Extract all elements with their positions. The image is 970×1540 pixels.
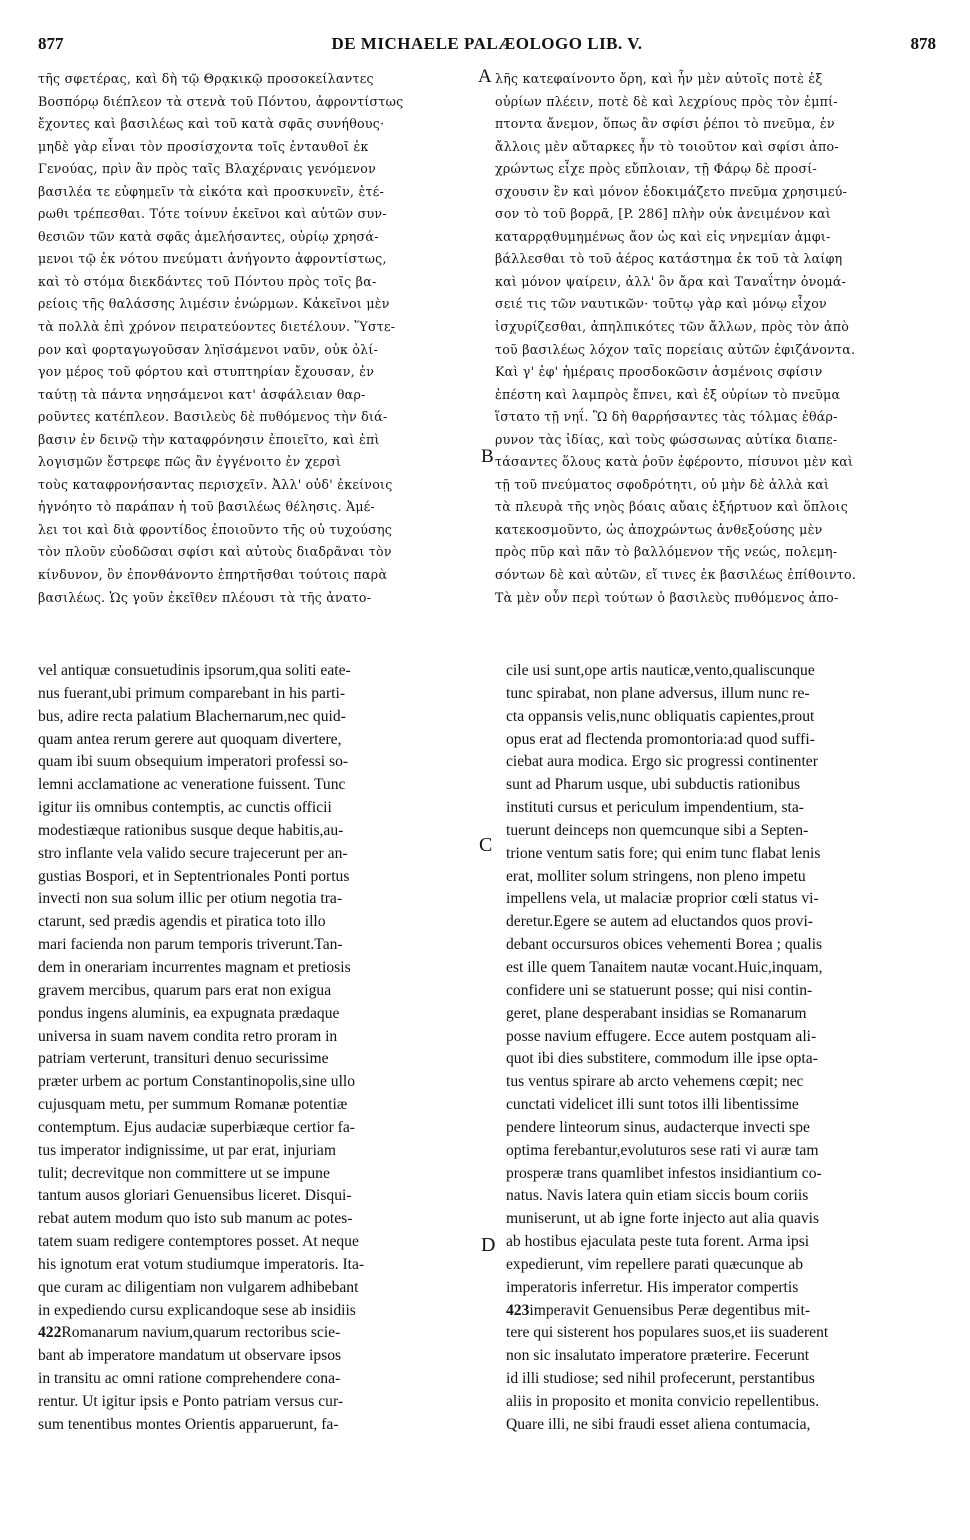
text-line: τὰ πλευρὰ τῆς νηὸς βόαις αὔαις ἐξήρτυον καὶ ὅπλοις — [495, 499, 848, 515]
text-line: geret, plane desperabant insidias se Romanarum — [506, 1004, 807, 1022]
text-line-content: Romanarum navium,quarum rectoribus scie- — [61, 1324, 341, 1342]
text-line: ἠγνόητο τὸ παράπαν ἡ τοῦ βασιλέως θέλησις. Ἀμέ- — [38, 499, 376, 515]
text-line — [38, 1322, 483, 1345]
text-line: καὶ μόνον ψαίρειν, ἀλλ' ὃν ἄρα καὶ Ταναΐτην ὀνομά- — [495, 273, 847, 289]
text-line-content: imperavit Genuensibus Peræ degentibus mit- — [529, 1301, 811, 1319]
section-marker-a: A — [478, 66, 492, 87]
text-line: ἔχοντες καὶ βασιλέως καὶ τοῦ κατὰ σφᾶς συνήθους· — [38, 116, 385, 132]
text-line: κίνδυνον, ὃν ἐπονθάνοντο ἐπηρτῆσθαι τούτοις παρὰ — [38, 567, 388, 583]
text-line: λει τοι καὶ διὰ φροντίδος ἐποιοῦντο τῆς οὐ τυχούσης — [38, 521, 393, 537]
greek-text-right-column — [495, 68, 940, 609]
text-line: muniserunt, ut ab igne forte injecto aut alia quavis — [506, 1210, 820, 1228]
text-line: quam ibi suum obsequium imperatori professi so- — [38, 753, 349, 771]
text-line: Καὶ γ' ἐφ' ἡμέραις προσδοκῶσιν ἀσμένοις σφίσιν — [495, 364, 823, 380]
text-line: ρείοις τῆς θαλάσσης λιμέσιν ἐνώρμων. Κἀκεῖνοι μὲν — [38, 296, 390, 312]
text-line: ρυνον τὰς ἰδίας, καὶ τοὺς φώσσωνας αὐτίκα διαπε- — [495, 431, 838, 447]
text-line: tere qui sisterent hos populares suos,et iis suaderent — [506, 1324, 829, 1342]
text-line: Quare illi, ne sibi fraudi esset aliena contumacia, — [506, 1415, 811, 1433]
text-line: rentur. Ut igitur ipsis e Ponto patriam versus cur- — [38, 1393, 344, 1410]
text-line: ἵστατο τῇ νηΐ. Ὣ δὴ θαρρήσαντες τὰς τόλμας ἐθάρ- — [495, 409, 838, 425]
text-line: sunt ad Pharum usque, ubi subductis rationibus — [506, 776, 801, 794]
text-line: lemni acclamatione ac veneratione fuissent. Tunc — [38, 776, 346, 794]
section-marker-d: D — [481, 1234, 496, 1256]
page-reference-number: 423 — [506, 1301, 530, 1319]
text-line: ἄλλοις μὲν αὔταρκες ἦν τὸ τοιοῦτον καὶ σφίσι ἀπο- — [495, 138, 839, 154]
text-line: natus. Navis latera quin etiam siccis boum coriis — [506, 1187, 809, 1205]
text-line: id illi studiose; sed nihil profecerunt, perstantibus — [506, 1370, 815, 1388]
text-line: πρὸς πῦρ καὶ πᾶν τὸ βαλλόμενον τῆς νεώς, πολεμη- — [495, 544, 838, 560]
text-line: ρωθι τρέπεσθαι. Τότε τοίνυν ἐκεῖνοι καὶ αὐτῶν συν- — [38, 206, 387, 222]
text-line: erat, molliter solum stringens, non pleno impetu — [506, 867, 806, 885]
latin-text-right-column — [506, 660, 940, 1437]
text-line: λῆς κατεφαίνοντο ὄρη, καὶ ἦν μὲν αὐτοῖς ποτὲ ἐξ — [495, 71, 823, 86]
text-line: expedierunt, vim repellere parati quæcunque ab — [506, 1255, 804, 1273]
text-line: χρώντως εἶχε πρὸς εὔπλοιαν, τῇ Φάρῳ δὲ προσί- — [495, 161, 817, 177]
text-line: præter urbem ac portum Constantinopolis,sine ullo — [38, 1073, 356, 1091]
text-line: λογισμῶν ἔστρεφε πῶς ἂν ἐγγένοιτο ἐν χερσὶ — [38, 454, 342, 470]
text-line: tulit; decrevitque non committere ut se impune — [38, 1164, 330, 1182]
text-line: βασιλέως. Ὡς γοῦν ἐκεῖθεν πλέουσι τὰ τῆς ἀνατο- — [38, 589, 372, 605]
text-line: σχουσιν ἓν καὶ μόνον ἐδοκιμάζετο πνεῦμα χρησιμεύ- — [495, 183, 848, 199]
text-line: τάσαντες ὅλους κατὰ ῥοῦν ἐφέροντο, πίσυνοι μὲν καὶ — [495, 454, 854, 470]
text-line: ctarunt, sed prædis agendis et piratica toto illo — [38, 913, 326, 931]
section-marker-b: B — [481, 446, 494, 467]
text-line: deretur.Egere se autem ad eluctandos quos provi- — [506, 913, 814, 931]
text-line: σειέ τις τῶν ναυτικῶν· τοῦτῳ γὰρ καὶ μόνῳ εἶχον — [495, 296, 827, 312]
text-line: gustias Bospori, et in Septentrionales Ponti portus — [38, 867, 350, 885]
text-line: vel antiquæ consuetudinis ipsorum,qua soliti eate- — [38, 662, 351, 679]
text-line: nus fuerant,ubi primum comparebant in his parti- — [38, 684, 346, 702]
text-line: σον τὸ τοῦ βορρᾶ, [P. 286] πλὴν οὐκ ἀνειμένον καὶ — [495, 206, 831, 222]
text-line: βάλλεσθαι τὸ τοῦ ἀέρος κατάστημα ἐκ τοῦ τὰ λαίφη — [495, 251, 843, 267]
text-line: θεσιῶν τῶν κατὰ σφᾶς ἀμελήσαντες, οὐρίῳ χρησά- — [38, 228, 379, 244]
page-reference-number: 422 — [38, 1324, 62, 1342]
text-line: impellens vela, ut malaciæ proprior cœli status vi- — [506, 890, 819, 908]
page-number-left: 877 — [38, 34, 64, 53]
text-line: Βοσπόρῳ διέπλεον τὰ στενὰ τοῦ Πόντου, ἀφροντίστως — [38, 93, 404, 109]
text-line: igitur iis omnibus contemptis, ac cunctis officii — [38, 799, 332, 817]
text-line: καὶ τὸ στόμα διεκδάντες τοῦ Πόντου πρὸς τοῖς βα- — [38, 273, 377, 289]
text-line: trione ventum satis fore; qui enim tunc flabat lenis — [506, 844, 821, 862]
text-line: Τὰ μὲν οὖν περὶ τούτων ὁ βασιλεὺς πυθόμενος ἀπο- — [495, 589, 839, 605]
text-line: γον μέρος τοῦ φόρτου καὶ στυπτηρίαν ἔχουσαν, ἐν — [38, 364, 375, 380]
text-line: ροῦντες κατέπλεον. Βασιλεὺς δὲ πυθόμενος τὴν διά- — [38, 409, 388, 425]
text-line: instituti cursus et periculum impendentium, sta- — [506, 799, 804, 817]
text-line: optima ferebantur,evoluturos sese rati vi auræ tam — [506, 1141, 819, 1159]
text-line: in transitu ac omni ratione comprehendere cona- — [38, 1370, 341, 1388]
text-line: ab hostibus ejaculata peste tuta forent. Arma ipsi — [506, 1233, 810, 1251]
text-line: sum tenentibus montes Orientis apparuerunt, fa- — [38, 1415, 339, 1433]
text-line: bant ab imperatore mandatum ut observare ipsos — [38, 1347, 342, 1365]
text-line: cta oppansis velis,nunc obliquatis capientes,prout — [506, 707, 815, 725]
text-line: μηδὲ γὰρ εἶναι τὸν προσίσχοντα τοῖς ἐνταυθοῖ ἐκ — [38, 138, 369, 154]
text-line: contemptum. Ejus audaciæ superbiæque certior fa- — [38, 1118, 355, 1136]
text-line: tuerunt deinceps non quemcunque sibi a Septen- — [506, 821, 809, 839]
text-line: cile usi sunt,ope artis nauticæ,vento,qualiscunque — [506, 662, 815, 679]
text-line: τοὺς καταφρονήσαντας περισχεῖν. Ἀλλ' οὐδ' ἐκείνοις — [38, 476, 393, 492]
text-line: dem in onerariam incurrentes magnam et pretiosis — [38, 958, 351, 976]
text-line: aliis in proposito et monita convicio repellentibus. — [506, 1393, 820, 1410]
text-line: τῆς σφετέρας, καὶ δὴ τῷ Θρᾳκικῷ προσοκείλαντες — [38, 71, 374, 86]
text-line: est ille quem Tanaitem nautæ vocant.Huic,inquam, — [506, 958, 823, 976]
text-line: Γενούας, πρὶν ἂν πρὸς ταῖς Βλαχέρναις γενόμενον — [38, 161, 377, 177]
text-line: stro inflante vela valido secure trajecerunt per an- — [38, 844, 348, 862]
text-line: ταύτῃ τὰ πάντα νηησάμενοι κατ' ἀσφάλειαν θαρ- — [38, 386, 366, 402]
text-line: invecti non sua solum illic per otium negotia tra- — [38, 890, 343, 908]
text-line: patriam verterunt, transituri denuo securissime — [38, 1050, 329, 1068]
text-line: in expediendo cursu explicandoque sese ab insidiis — [38, 1301, 356, 1319]
text-line: τοῦ βασιλέως λόχον ταῖς πορείαις αὐτῶν ἐφιζάνοντα. — [495, 341, 856, 357]
text-line: tus ventus spirare ab arcto vehemens cœpit; nec — [506, 1073, 804, 1091]
text-line: tus imperator indignissime, ut par erat, injuriam — [38, 1141, 336, 1159]
text-line: cujusquam metu, per summum Romanæ potentiæ — [38, 1096, 348, 1114]
text-line: prosperæ trans quamlibet infestos insidiantium co- — [506, 1164, 822, 1182]
section-marker-c: C — [479, 834, 493, 856]
text-line: καταρρᾳθυμημένως ἄον ὡς καὶ εἰς νηνεμίαν ἀμφι- — [495, 228, 831, 244]
text-line: tantum ausos gloriari Genuensibus liceret. Disqui- — [38, 1187, 352, 1205]
text-line: pendere linteorum sinus, audacterque invecti spe — [506, 1118, 810, 1136]
text-line: mari facienda non parum temporis triverunt.Tan- — [38, 936, 343, 954]
text-line: his ignotum erat votum studiumque imperatoris. Ita- — [38, 1255, 365, 1273]
text-line: βασιν ἐν δεινῷ τὴν καταφρόνησιν ἐποιεῖτο, καὶ ἐπὶ — [38, 431, 380, 447]
text-line: tatem suam redigere contemptores posset. At neque — [38, 1233, 359, 1251]
text-line: ἐπέστη καὶ λαμπρὸς ἔπνει, καὶ ἐξ οὐρίων τὸ πνεῦμα — [495, 386, 841, 402]
page-number-right: 878 — [910, 34, 936, 53]
running-title: DE MICHAELE PALÆOLOGO LIB. V. — [331, 34, 643, 53]
text-line: cunctati videlicet illi sunt totos illi libentissime — [506, 1096, 799, 1114]
text-line: quot ibi dies substitere, commodum ille ipse opta- — [506, 1050, 818, 1068]
text-line: μενοι τῷ ἐκ νότου πνεύματι ἀνήγοντο ἀφροντίστως, — [38, 251, 387, 267]
text-line: non sic insalutato imperatore præterire. Fecerunt — [506, 1347, 810, 1365]
text-line — [506, 1300, 940, 1323]
text-line: ἰσχυρίζεσθαι, ἀπηλπικότες τῶν ἄλλων, πρὸς τὸν ἀπὸ — [495, 319, 850, 335]
text-line: rebat autem modum quo isto sub manum ac potes- — [38, 1210, 353, 1228]
text-line: οὐρίων πλέειν, ποτὲ δὲ καὶ λεχρίους πρὸς τὸν ἐμπί- — [495, 93, 838, 109]
text-line: universa in suam navem condita retro proram in — [38, 1027, 338, 1045]
text-line: σόντων δὲ καὶ αὐτῶν, εἴ τινες ἐκ βασιλέως ἐπίθοιντο. — [495, 567, 857, 583]
text-line: πτοντα ἄνεμον, ὅπως ἂν σφίσι ῥέποι τὸ πνεῦμα, ἐν — [495, 116, 835, 132]
text-line: τὸν πλοῦν εὐοδῶσαι σφίσι καὶ αὐτοὺς διαδρᾶναι τὸν — [38, 544, 392, 560]
text-line: τῇ τοῦ πνεύματος σφοδρότητι, οὐ μὴν δὲ ἀλλὰ καὶ — [495, 476, 830, 492]
text-line: gravem mercibus, quarum pars erat non exigua — [38, 981, 332, 999]
text-line: tunc spirabat, non plane adversus, illum nunc re- — [506, 684, 810, 702]
text-line: bus, adire recta palatium Blachernarum,nec quid- — [38, 707, 346, 725]
text-line: pondus ingens aluminis, ea expugnata prædaque — [38, 1004, 340, 1022]
text-line: modestiæque rationibus susque deque habitis,au- — [38, 821, 344, 839]
page-header — [38, 34, 936, 56]
text-line: τὰ πολλὰ ἐπὶ χρόνον πειρατεύοντες διετέλουν. Ὕστε- — [38, 319, 396, 335]
text-line: posse navium effugere. Ecce autem postquam ali- — [506, 1027, 817, 1045]
text-line: imperatoris inferretur. His imperator compertis — [506, 1278, 799, 1296]
text-line: ciebat aura modica. Ergo sic progressi continenter — [506, 753, 818, 771]
text-line: κατεκοσμοῦντο, ὡς ἀποχρώντως ἀνθεξούσης μὲν — [495, 521, 823, 537]
text-line: que curam ac diligentiam non vulgarem adhibebant — [38, 1278, 359, 1296]
text-line: confidere uni se statuerunt posse; qui nisi contin- — [506, 981, 813, 999]
text-line: quam antea rerum gerere aut quoquam divertere, — [38, 730, 342, 748]
greek-text-left-column — [38, 68, 476, 609]
text-line: ρον καὶ φορταγωγοῦσαν ληϊσάμενοι ναῦν, οὐκ ὀλί- — [38, 341, 379, 357]
latin-text-left-column — [38, 660, 483, 1437]
text-line: opus erat ad flectenda promontoria:ad quod suffi- — [506, 730, 815, 748]
text-line: βασιλέα τε εὐφημεῖν τὰ εἰκότα καὶ προσκυνεῖν, ἑτέ- — [38, 183, 385, 199]
text-line: debant occursuros obices vehementi Borea ; qualis — [506, 936, 823, 954]
